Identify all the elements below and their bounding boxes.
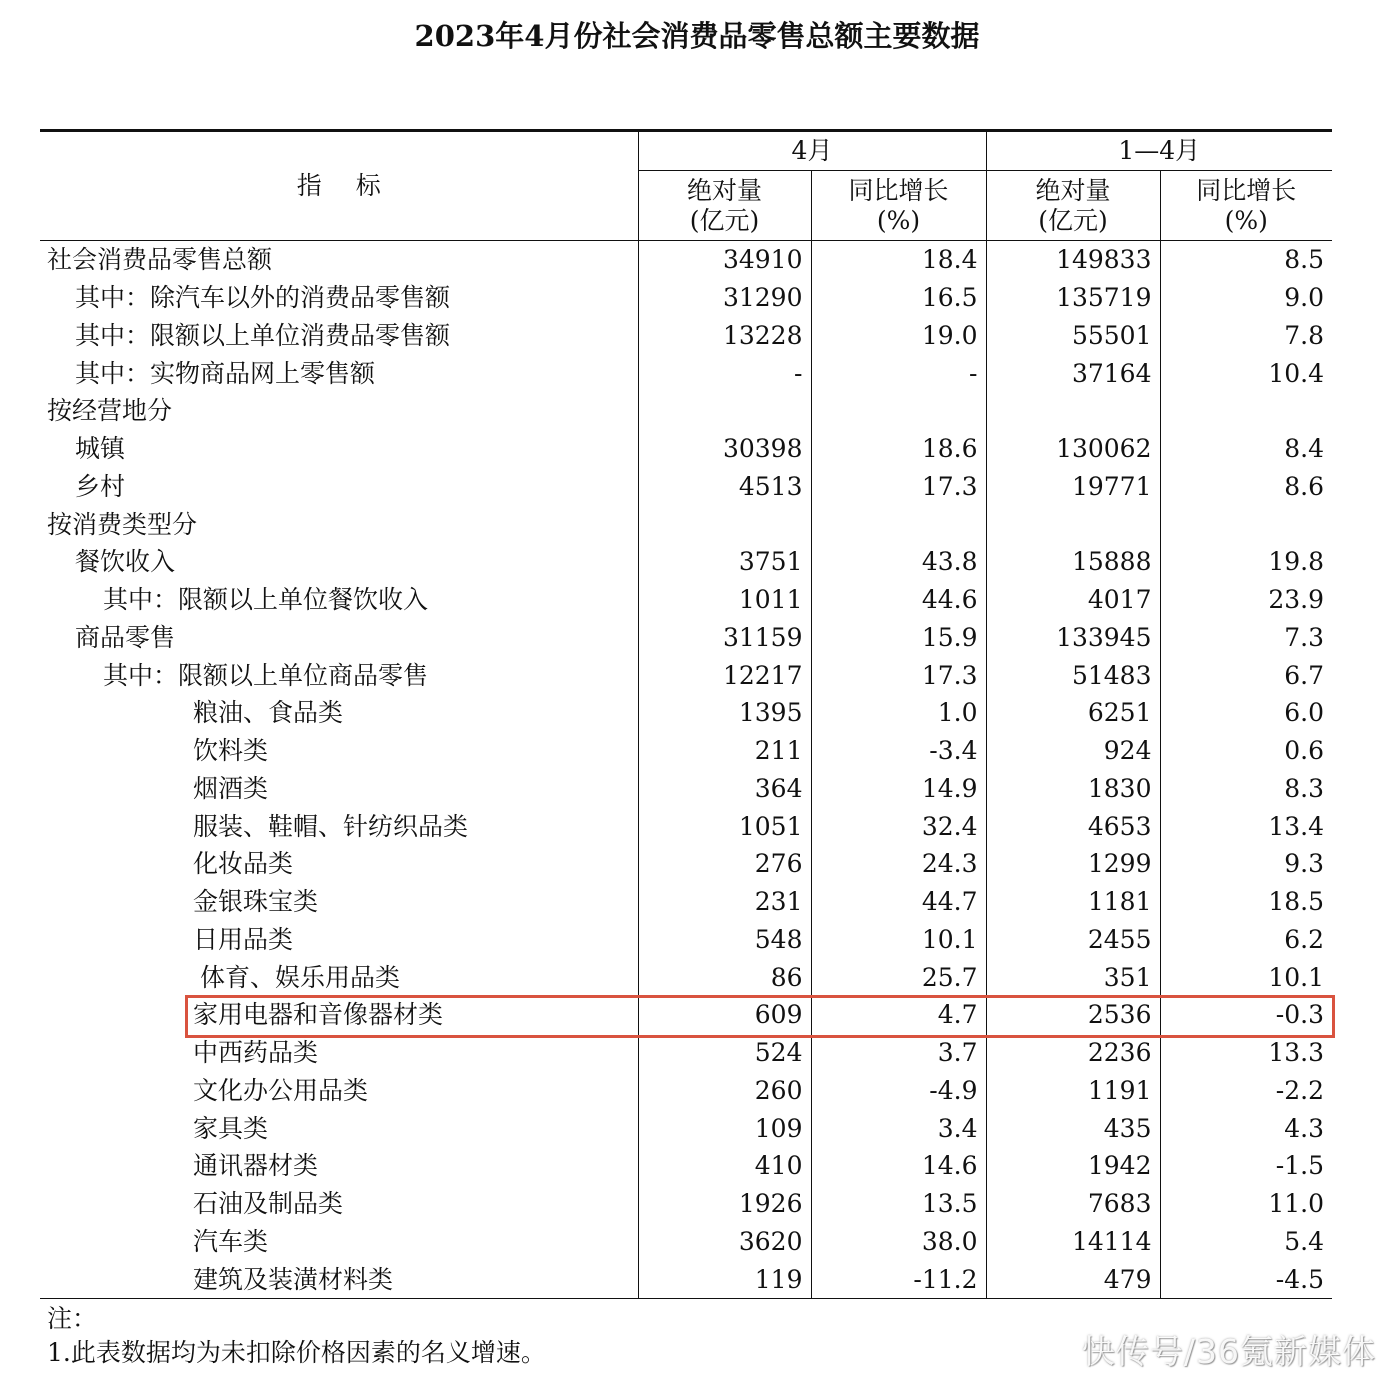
table-row	[40, 430, 1332, 468]
cell-april-abs: -	[638, 354, 811, 392]
table-row	[40, 505, 1332, 543]
table-row	[40, 770, 1332, 808]
row-label: 其中：限额以上单位商品零售	[103, 660, 429, 690]
cell-ytd-abs: 6251	[986, 694, 1160, 732]
cell-april-abs: 34910	[638, 241, 811, 279]
cell-ytd-yoy	[1160, 392, 1332, 430]
cell-april-yoy: 17.3	[811, 468, 986, 506]
cell-april-abs: 30398	[638, 430, 811, 468]
cell-april-yoy: 44.7	[811, 883, 986, 921]
cell-ytd-abs: 1191	[986, 1072, 1160, 1110]
yoy-label: 同比增长	[1196, 175, 1297, 205]
cell-ytd-yoy: 6.0	[1160, 694, 1332, 732]
cell-ytd-abs	[986, 392, 1160, 430]
table-row	[40, 581, 1332, 619]
cell-april-abs: 231	[638, 883, 811, 921]
cell-april-abs	[638, 392, 811, 430]
row-label: 家用电器和音像器材类	[193, 1000, 444, 1030]
table-row	[40, 392, 1332, 430]
table-row	[40, 883, 1332, 921]
table-row	[40, 1109, 1332, 1147]
cell-april-yoy: 14.9	[811, 770, 986, 808]
cell-april-yoy: 14.6	[811, 1147, 986, 1185]
cell-ytd-abs: 1942	[986, 1147, 1160, 1185]
cell-ytd-yoy: 0.6	[1160, 732, 1332, 770]
cell-ytd-abs: 4017	[986, 581, 1160, 619]
row-label: 日用品类	[193, 924, 294, 954]
row-label: 其中：限额以上单位消费品零售额	[75, 320, 451, 350]
row-label: 汽车类	[193, 1226, 269, 1256]
table-row	[40, 543, 1332, 581]
cell-ytd-abs: 1299	[986, 845, 1160, 883]
cell-ytd-abs: 19771	[986, 468, 1160, 506]
row-label: 饮料类	[193, 736, 269, 766]
cell-april-abs: 12217	[638, 656, 811, 694]
cell-ytd-abs: 2236	[986, 1034, 1160, 1072]
cell-ytd-abs: 1181	[986, 883, 1160, 921]
cell-april-yoy: 25.7	[811, 958, 986, 996]
row-label: 体育、娱乐用品类	[200, 962, 401, 992]
table-row	[40, 317, 1332, 355]
notes	[47, 1302, 546, 1370]
table-row	[40, 468, 1332, 506]
cell-april-yoy: -	[811, 354, 986, 392]
abs-label: 绝对量	[1035, 175, 1111, 205]
row-label: 粮油、食品类	[193, 698, 344, 728]
cell-april-abs: 3751	[638, 543, 811, 581]
cell-ytd-abs: 1830	[986, 770, 1160, 808]
row-label: 中西药品类	[193, 1038, 319, 1068]
cell-april-yoy: 15.9	[811, 619, 986, 657]
row-label: 餐饮收入	[75, 547, 176, 577]
cell-ytd-yoy: 9.3	[1160, 845, 1332, 883]
indicator-header: 指标	[40, 131, 638, 241]
cell-ytd-abs: 2536	[986, 996, 1160, 1034]
cell-april-yoy: 4.7	[811, 996, 986, 1034]
cell-april-abs: 3620	[638, 1223, 811, 1261]
table-row	[40, 619, 1332, 657]
cell-april-yoy: 43.8	[811, 543, 986, 581]
table-row	[40, 1260, 1332, 1298]
cell-april-yoy	[811, 505, 986, 543]
cell-april-yoy: 44.6	[811, 581, 986, 619]
cell-ytd-yoy	[1160, 505, 1332, 543]
cell-ytd-abs: 37164	[986, 354, 1160, 392]
highlight-annotation-box	[185, 995, 1335, 1038]
cell-ytd-abs: 15888	[986, 543, 1160, 581]
cell-ytd-yoy: 9.0	[1160, 279, 1332, 317]
table-row	[40, 1223, 1332, 1261]
cell-april-abs: 548	[638, 921, 811, 959]
cell-april-abs: 86	[638, 958, 811, 996]
cell-april-yoy	[811, 392, 986, 430]
cell-ytd-abs: 14114	[986, 1223, 1160, 1261]
table-row	[40, 694, 1332, 732]
cell-april-yoy: 19.0	[811, 317, 986, 355]
cell-april-abs: 524	[638, 1034, 811, 1072]
cell-april-abs: 31290	[638, 279, 811, 317]
cell-ytd-abs: 4653	[986, 807, 1160, 845]
cell-ytd-yoy: 5.4	[1160, 1223, 1332, 1261]
table-row	[40, 958, 1332, 996]
cell-ytd-yoy: 18.5	[1160, 883, 1332, 921]
cell-april-yoy: -11.2	[811, 1260, 986, 1298]
yoy-label: 同比增长	[848, 175, 949, 205]
cell-april-abs: 1011	[638, 581, 811, 619]
table-row	[40, 354, 1332, 392]
abs-unit: (亿元)	[1038, 205, 1108, 235]
cell-ytd-abs: 51483	[986, 656, 1160, 694]
row-label: 按经营地分	[47, 396, 173, 426]
ytd-abs-header	[986, 171, 1160, 241]
cell-april-yoy: 3.4	[811, 1109, 986, 1147]
cell-april-abs: 260	[638, 1072, 811, 1110]
table-row	[40, 279, 1332, 317]
cell-ytd-yoy: 19.8	[1160, 543, 1332, 581]
table-row	[40, 1147, 1332, 1185]
row-label: 商品零售	[75, 622, 176, 652]
row-label: 其中：实物商品网上零售额	[75, 358, 376, 388]
cell-april-abs: 276	[638, 845, 811, 883]
cell-ytd-yoy: 6.2	[1160, 921, 1332, 959]
cell-ytd-yoy: 8.5	[1160, 241, 1332, 279]
cell-ytd-yoy: 10.1	[1160, 958, 1332, 996]
cell-ytd-yoy: 13.4	[1160, 807, 1332, 845]
cell-april-abs: 119	[638, 1260, 811, 1298]
cell-april-abs	[638, 505, 811, 543]
cell-april-abs: 13228	[638, 317, 811, 355]
cell-april-abs: 4513	[638, 468, 811, 506]
table-row	[40, 807, 1332, 845]
april-abs-header	[638, 171, 811, 241]
yoy-unit: (%)	[876, 205, 921, 235]
row-label: 社会消费品零售总额	[47, 245, 273, 275]
cell-april-abs: 1395	[638, 694, 811, 732]
cell-april-yoy: 32.4	[811, 807, 986, 845]
cell-ytd-yoy: 8.3	[1160, 770, 1332, 808]
cell-ytd-yoy: 11.0	[1160, 1185, 1332, 1223]
cell-april-abs: 410	[638, 1147, 811, 1185]
row-label: 家具类	[193, 1113, 269, 1143]
cell-ytd-yoy: 8.4	[1160, 430, 1332, 468]
cell-april-yoy: 38.0	[811, 1223, 986, 1261]
row-label: 金银珠宝类	[193, 887, 319, 917]
cell-ytd-yoy: 8.6	[1160, 468, 1332, 506]
row-label: 通讯器材类	[193, 1151, 319, 1181]
jan-apr-group-header: 1—4月	[986, 131, 1332, 171]
cell-ytd-abs	[986, 505, 1160, 543]
cell-april-yoy: 24.3	[811, 845, 986, 883]
row-label: 烟酒类	[193, 773, 269, 803]
cell-april-abs: 31159	[638, 619, 811, 657]
cell-april-yoy: 18.6	[811, 430, 986, 468]
abs-label: 绝对量	[686, 175, 762, 205]
april-yoy-header	[811, 171, 986, 241]
cell-ytd-abs: 135719	[986, 279, 1160, 317]
cell-ytd-abs: 351	[986, 958, 1160, 996]
cell-april-yoy: 17.3	[811, 656, 986, 694]
notes-line-1: 1.此表数据均为未扣除价格因素的名义增速。	[47, 1338, 546, 1367]
cell-ytd-yoy: 7.3	[1160, 619, 1332, 657]
row-label: 其中：限额以上单位餐饮收入	[103, 585, 429, 615]
cell-april-yoy: 16.5	[811, 279, 986, 317]
cell-ytd-abs: 130062	[986, 430, 1160, 468]
cell-ytd-yoy: 13.3	[1160, 1034, 1332, 1072]
cell-ytd-yoy: -1.5	[1160, 1147, 1332, 1185]
table-row	[40, 241, 1332, 279]
cell-ytd-abs: 479	[986, 1260, 1160, 1298]
retail-sales-table	[40, 129, 1332, 1299]
row-label: 石油及制品类	[193, 1189, 344, 1219]
cell-april-yoy: 3.7	[811, 1034, 986, 1072]
cell-ytd-abs: 924	[986, 732, 1160, 770]
row-label: 建筑及装潢材料类	[40, 1260, 638, 1298]
cell-april-yoy: 13.5	[811, 1185, 986, 1223]
april-group-header: 4月	[638, 131, 986, 171]
cell-april-yoy: -4.9	[811, 1072, 986, 1110]
yoy-unit: (%)	[1224, 205, 1268, 235]
cell-ytd-yoy: -2.2	[1160, 1072, 1332, 1110]
cell-ytd-yoy: -0.3	[1160, 996, 1332, 1034]
table-row	[40, 732, 1332, 770]
notes-heading: 注：	[47, 1304, 98, 1333]
table-row	[40, 1034, 1332, 1072]
cell-ytd-yoy: 4.3	[1160, 1109, 1332, 1147]
page-title: 2023年4月份社会消费品零售总额主要数据	[414, 19, 980, 53]
cell-april-abs: 609	[638, 996, 811, 1034]
row-label: 城镇	[75, 434, 126, 464]
table-row	[40, 1185, 1332, 1223]
table-row	[40, 921, 1332, 959]
row-label: 乡村	[75, 471, 126, 501]
cell-ytd-abs: 7683	[986, 1185, 1160, 1223]
cell-ytd-yoy: 6.7	[1160, 656, 1332, 694]
cell-ytd-abs: 2455	[986, 921, 1160, 959]
row-label: 按消费类型分	[47, 509, 198, 539]
cell-ytd-abs: 435	[986, 1109, 1160, 1147]
cell-ytd-abs: 133945	[986, 619, 1160, 657]
cell-april-abs: 109	[638, 1109, 811, 1147]
abs-unit: (亿元)	[689, 205, 760, 235]
row-label: 文化办公用品类	[193, 1075, 369, 1105]
cell-april-yoy: 1.0	[811, 694, 986, 732]
watermark: 快传号/36氪新媒体	[1081, 1332, 1376, 1371]
row-label: 服装、鞋帽、针纺织品类	[193, 811, 469, 841]
cell-ytd-yoy: 10.4	[1160, 354, 1332, 392]
row-label: 化妆品类	[193, 849, 294, 879]
cell-april-abs: 364	[638, 770, 811, 808]
cell-april-yoy: 10.1	[811, 921, 986, 959]
cell-april-abs: 1926	[638, 1185, 811, 1223]
cell-ytd-abs: 149833	[986, 241, 1160, 279]
cell-ytd-yoy: 23.9	[1160, 581, 1332, 619]
row-label: 其中：除汽车以外的消费品零售额	[75, 283, 451, 313]
cell-april-yoy: 18.4	[811, 241, 986, 279]
table-row	[40, 656, 1332, 694]
table-row	[40, 1072, 1332, 1110]
cell-april-abs: 211	[638, 732, 811, 770]
ytd-yoy-header	[1160, 171, 1332, 241]
table-body	[40, 241, 1332, 1299]
table-row	[40, 845, 1332, 883]
cell-ytd-yoy: 7.8	[1160, 317, 1332, 355]
cell-ytd-yoy: -4.5	[1160, 1260, 1332, 1298]
cell-ytd-abs: 55501	[986, 317, 1160, 355]
cell-april-yoy: -3.4	[811, 732, 986, 770]
cell-april-abs: 1051	[638, 807, 811, 845]
